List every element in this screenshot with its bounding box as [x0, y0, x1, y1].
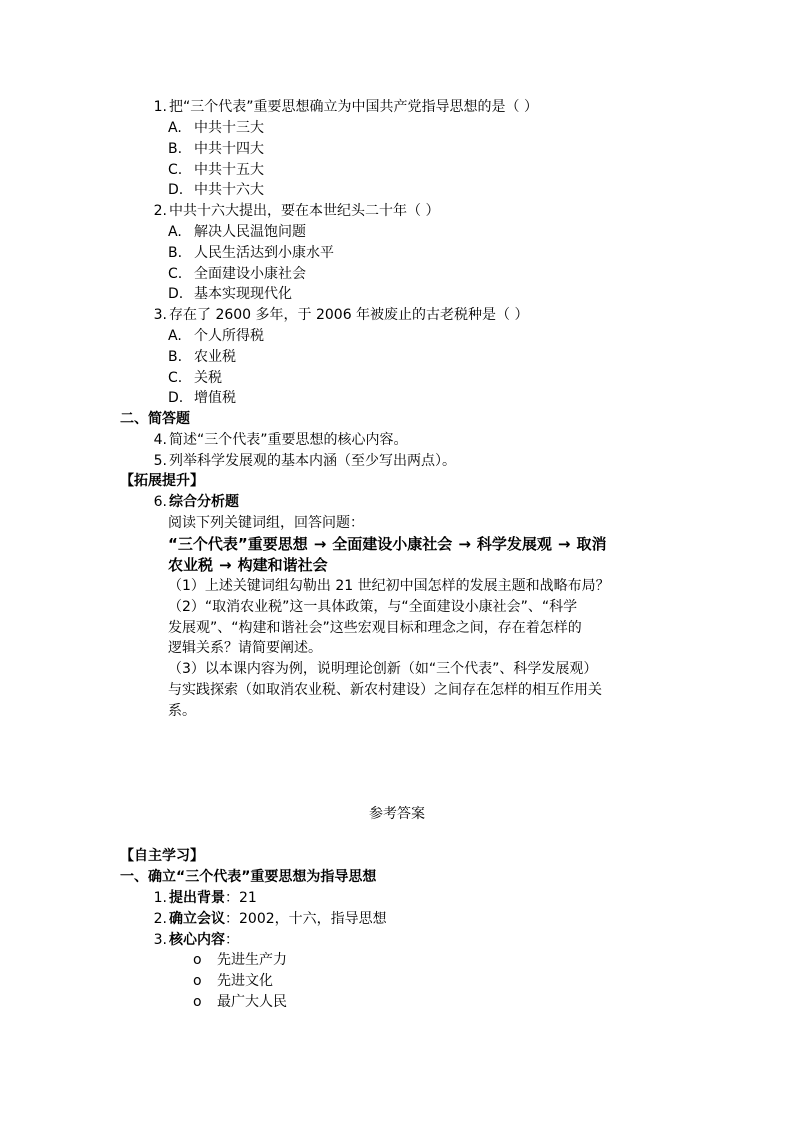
arrow-icon: → — [557, 535, 571, 553]
question-number: 1. — [153, 99, 167, 115]
bullet-text: 最广大人民 — [217, 994, 287, 1010]
circle-bullet-icon: o — [193, 973, 202, 989]
question-number: 5. — [153, 453, 167, 469]
option-letter: C. — [168, 370, 183, 386]
question-text: 列举科学发展观的基本内涵（至少写出两点）。 — [169, 453, 456, 469]
bullet-item — [0, 971, 794, 991]
option-letter: D. — [168, 286, 184, 302]
item-label: 提出背景 — [169, 890, 225, 906]
option-text: 关税 — [194, 370, 222, 386]
section-heading: 【拓展提升】 — [120, 473, 204, 489]
arrow-icon: → — [313, 535, 327, 553]
option-text: 个人所得税 — [194, 328, 264, 344]
question-title: 综合分析题 — [169, 494, 239, 510]
sub-question-line: （3）以本课内容为例，说明理论创新（如“三个代表”、科学发展观） — [168, 661, 598, 677]
section-label: 【自主学习】 — [120, 848, 204, 864]
question-number: 3. — [153, 307, 167, 323]
option-text: 中共十六大 — [194, 182, 264, 198]
arrow-icon: → — [458, 535, 471, 553]
option-text: 全面建设小康社会 — [194, 266, 306, 282]
section-heading: 二、简答题 — [120, 411, 190, 427]
arrow-icon: → — [219, 556, 232, 574]
keyword: 构建和谐社会 — [237, 556, 328, 574]
item-label: 确立会议 — [169, 911, 225, 927]
question-intro: 阅读下列关键词组，回答问题： — [168, 515, 364, 531]
question-text: 简述“三个代表”重要思想的核心内容。 — [169, 432, 408, 448]
question-text: 中共十六大提出，要在本世纪头二十年（ ） — [169, 203, 440, 219]
question-number: 6. — [153, 494, 167, 510]
keyword: 科学发展观 — [476, 535, 552, 553]
question-text: 存在了 2600 多年，于 2006 年被废止的古老税种是（ ） — [169, 307, 529, 323]
keyword: 农业税 — [168, 556, 214, 574]
bullet-item — [0, 950, 794, 970]
option-letter: C. — [168, 266, 183, 282]
option-letter: C. — [168, 162, 183, 178]
option-letter: D. — [168, 182, 184, 198]
option-letter: A. — [168, 120, 182, 136]
question-number: 4. — [153, 432, 167, 448]
keyword-chain-line-1 — [168, 534, 607, 554]
keyword: 全面建设小康社会 — [332, 535, 453, 553]
keyword-chain-line-2 — [168, 555, 328, 575]
item-value: ：2002，十六，指导思想 — [225, 911, 387, 927]
option-text: 中共十三大 — [194, 120, 264, 136]
keyword: “三个代表”重要思想 — [168, 535, 308, 553]
option-text: 增值税 — [194, 390, 236, 406]
option-letter: D. — [168, 390, 184, 406]
option-text: 解决人民温饱问题 — [194, 224, 306, 240]
sub-question-line: 发展观”、“构建和谐社会”这些宏观目标和理念之间，存在着怎样的 — [168, 620, 582, 636]
option-text: 中共十五大 — [194, 162, 264, 178]
item-value: ： — [225, 932, 239, 948]
bullet-text: 先进生产力 — [217, 952, 287, 968]
circle-bullet-icon: o — [193, 994, 202, 1010]
item-value: ：21 — [225, 890, 257, 906]
item-number: 2. — [153, 911, 167, 927]
sub-question-line: （1）上述关键词组勾勒出 21 世纪初中国怎样的发展主题和战略布局？ — [168, 578, 610, 594]
answer-heading: 一、确立“三个代表”重要思想为指导思想 — [120, 869, 377, 885]
option-text: 农业税 — [194, 349, 236, 365]
question-text: 把“三个代表”重要思想确立为中国共产党指导思想的是（ ） — [169, 99, 538, 115]
answers-title: 参考答案 — [369, 806, 425, 822]
option-text: 基本实现现代化 — [194, 286, 292, 302]
keyword: 取消 — [576, 535, 607, 553]
circle-bullet-icon: o — [193, 952, 202, 968]
sub-question-line: （2）“取消农业税”这一具体政策，与“全面建设小康社会”、“科学 — [168, 599, 578, 615]
option-letter: A. — [168, 224, 182, 240]
option-letter: B. — [168, 245, 183, 261]
item-number: 1. — [153, 890, 167, 906]
sub-question-line: 与实践探索（如取消农业税、新农村建设）之间存在怎样的相互作用关 — [168, 682, 602, 698]
option-letter: A. — [168, 328, 182, 344]
option-letter: B. — [168, 349, 183, 365]
bullet-text: 先进文化 — [217, 973, 273, 989]
item-label: 核心内容 — [169, 932, 225, 948]
bullet-item — [0, 992, 794, 1012]
option-text: 中共十四大 — [194, 141, 264, 157]
option-letter: B. — [168, 141, 183, 157]
option-text: 人民生活达到小康水平 — [194, 245, 334, 261]
sub-question-line: 系。 — [168, 703, 196, 719]
sub-question-line: 逻辑关系？请简要阐述。 — [168, 640, 322, 656]
question-number: 2. — [153, 203, 167, 219]
item-number: 3. — [153, 932, 167, 948]
